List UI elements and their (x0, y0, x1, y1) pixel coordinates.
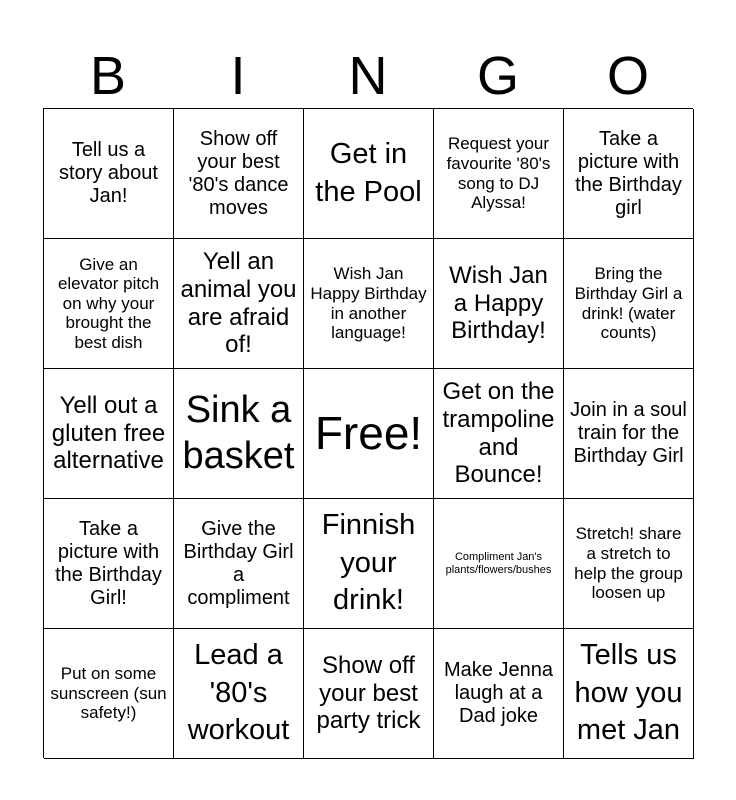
bingo-cell-r5c1[interactable] (44, 629, 174, 759)
bingo-cell-r4c3[interactable] (304, 499, 434, 629)
bingo-cell-r4c4[interactable] (434, 499, 564, 629)
cell-text: Compliment Jan's plants/flowers/bushes (445, 550, 552, 576)
cell-text: Yell out a gluten free alternative (51, 392, 166, 475)
bingo-cell-r4c5[interactable] (564, 499, 694, 629)
bingo-cell-r4c1[interactable] (44, 499, 174, 629)
cell-text: Show off your best '80's dance moves (188, 127, 289, 219)
cell-text: Get on the trampoline and Bounce! (442, 378, 555, 489)
bingo-card-grid (43, 108, 693, 758)
cell-text: Request your favourite '80's song to DJ Alyssa! (446, 134, 551, 213)
cell-text: Lead a '80's workout (187, 638, 290, 747)
cell-text: Yell an animal you are afraid of! (180, 248, 297, 359)
bingo-header (43, 44, 693, 108)
cell-text: Take a picture with the Birthday Girl! (55, 517, 162, 609)
bingo-cell-r2c2[interactable] (174, 239, 304, 369)
header-letter-b: B (89, 46, 127, 106)
cell-text: Make Jenna laugh at a Dad joke (444, 659, 553, 727)
bingo-cell-r3c1[interactable] (44, 369, 174, 499)
bingo-cell-free[interactable] (304, 369, 434, 499)
bingo-cell-r5c2[interactable] (174, 629, 304, 759)
cell-text: Put on some sunscreen (sun safety!) (50, 664, 167, 723)
bingo-cell-r2c1[interactable] (44, 239, 174, 369)
bingo-cell-r1c5[interactable] (564, 109, 694, 239)
cell-text: Tells us how you met Jan (574, 638, 683, 747)
bingo-cell-r2c5[interactable] (564, 239, 694, 369)
cell-text: Get in the Pool (315, 137, 422, 208)
cell-text: Finnish your drink! (321, 508, 416, 617)
bingo-cell-r5c3[interactable] (304, 629, 434, 759)
bingo-cell-r1c1[interactable] (44, 109, 174, 239)
free-space-text: Free! (314, 407, 423, 460)
bingo-cell-r5c5[interactable] (564, 629, 694, 759)
cell-text: Sink a basket (182, 388, 295, 477)
cell-text: Wish Jan a Happy Birthday! (449, 262, 548, 345)
cell-text: Bring the Birthday Girl a drink! (water counts) (574, 264, 683, 343)
cell-text: Stretch! share a stretch to help the group loosen up (574, 524, 683, 603)
header-letter-n: N (348, 46, 388, 106)
bingo-cell-r4c2[interactable] (174, 499, 304, 629)
cell-text: Wish Jan Happy Birthday in another language! (310, 264, 427, 343)
bingo-cell-r1c3[interactable] (304, 109, 434, 239)
cell-text: Give an elevator pitch on why your brought the best dish (57, 254, 160, 352)
bingo-cell-r2c4[interactable] (434, 239, 564, 369)
header-letter-o: O (606, 46, 649, 106)
bingo-cell-r3c2[interactable] (174, 369, 304, 499)
bingo-cell-r3c5[interactable] (564, 369, 694, 499)
header-letter-g: G (476, 46, 519, 106)
bingo-cell-r1c2[interactable] (174, 109, 304, 239)
header-letter-i: I (230, 46, 246, 106)
cell-text: Show off your best party trick (316, 652, 421, 735)
cell-text: Give the Birthday Girl a compliment (183, 517, 294, 609)
cell-text: Take a picture with the Birthday girl (575, 127, 682, 219)
cell-text: Tell us a story about Jan! (59, 139, 158, 207)
bingo-cell-r1c4[interactable] (434, 109, 564, 239)
bingo-cell-r2c3[interactable] (304, 239, 434, 369)
bingo-cell-r3c4[interactable] (434, 369, 564, 499)
cell-text: Join in a soul train for the Birthday Girl (570, 399, 687, 467)
bingo-cell-r5c4[interactable] (434, 629, 564, 759)
